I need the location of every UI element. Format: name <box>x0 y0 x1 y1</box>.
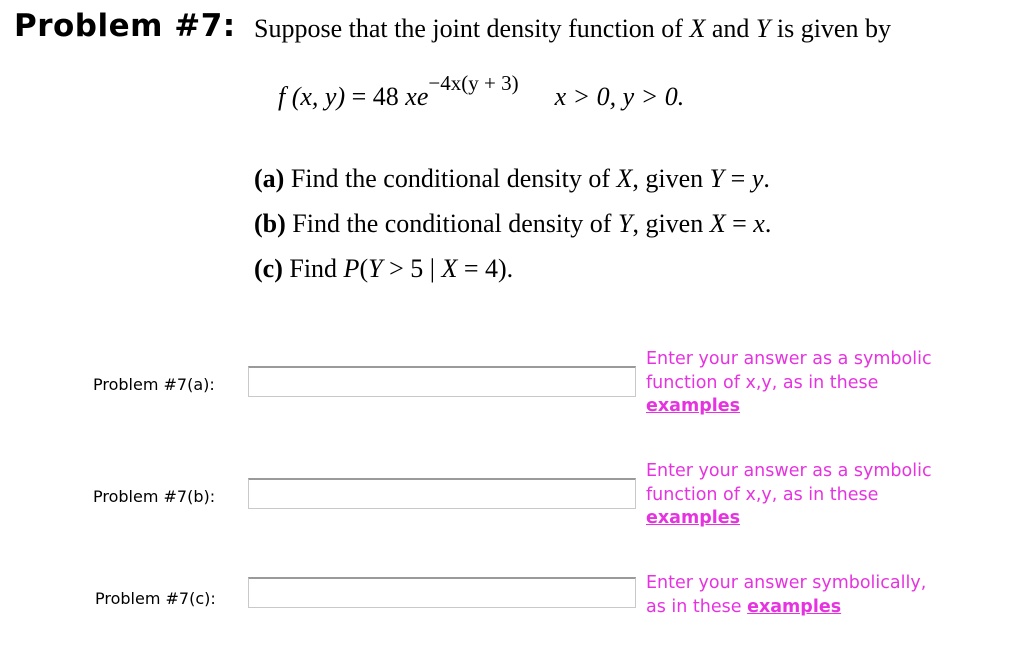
part-text: . <box>763 164 770 193</box>
hint-line: as in these <box>646 596 748 617</box>
answer-input-c[interactable] <box>248 577 636 608</box>
answer-input-a[interactable] <box>248 366 636 397</box>
part-text: Find <box>282 254 344 283</box>
hint-line: function of x,y, as in these <box>646 484 879 505</box>
part-c <box>254 246 771 291</box>
hint-line: function of x,y, as in these <box>646 372 879 393</box>
part-var: P <box>343 254 360 283</box>
answer-label-a: Problem #7(a): <box>93 375 215 394</box>
part-var: y <box>751 164 764 193</box>
statement-var-x: X <box>689 14 706 43</box>
density-formula <box>278 71 685 112</box>
part-text: > 5 | <box>382 254 442 283</box>
part-text: Find the conditional density of <box>285 209 618 238</box>
answer-hint-b <box>646 460 932 531</box>
part-var: Y <box>617 209 633 238</box>
statement-var-y: Y <box>755 14 771 43</box>
examples-link[interactable]: examples <box>646 508 741 528</box>
answer-hint-a <box>646 348 932 419</box>
part-var: x <box>753 209 765 238</box>
part-text: . <box>764 209 772 238</box>
part-a <box>254 156 771 201</box>
part-var: X <box>441 254 458 283</box>
statement-text-3: is given by <box>770 14 891 43</box>
problem-parts <box>254 156 771 291</box>
answer-hint-c <box>646 572 926 619</box>
part-text: , given <box>632 164 710 193</box>
statement-text-2: and <box>705 14 756 43</box>
part-text: = <box>724 164 752 193</box>
answer-row-b <box>0 458 1024 538</box>
part-text: = 4). <box>457 254 514 283</box>
examples-link[interactable]: examples <box>747 596 842 617</box>
part-label: (c) <box>254 254 283 283</box>
hint-line: Enter your answer symbolically, <box>646 573 927 593</box>
examples-link[interactable]: examples <box>646 396 741 416</box>
part-var: Y <box>368 254 383 283</box>
part-label: (b) <box>254 209 286 238</box>
problem-statement <box>254 14 891 44</box>
part-text: Find the conditional density of <box>284 164 617 193</box>
answer-label-c: Problem #7(c): <box>95 589 216 608</box>
formula-equals: = 48 <box>345 82 406 111</box>
part-label: (a) <box>254 164 285 193</box>
hint-line: Enter your answer as a symbolic <box>646 349 932 369</box>
formula-exponent: −4x(y + 3) <box>428 71 519 95</box>
formula-lhs: f (x, y) <box>278 82 346 111</box>
problem-title: Problem #7: <box>14 8 236 44</box>
part-text: ( <box>359 254 369 283</box>
answer-row-c <box>0 570 1024 650</box>
answer-row-a <box>0 346 1024 426</box>
part-b <box>254 201 771 246</box>
formula-domain: x > 0, y > 0. <box>554 82 685 111</box>
answer-label-b: Problem #7(b): <box>93 487 216 506</box>
statement-text-1: Suppose that the joint density function of <box>254 14 690 43</box>
answer-input-b[interactable] <box>248 478 636 509</box>
part-var: X <box>616 164 633 193</box>
hint-line: Enter your answer as a symbolic <box>646 461 932 481</box>
part-text: = <box>725 209 754 238</box>
part-var: Y <box>709 164 725 193</box>
part-text: , given <box>632 209 710 238</box>
part-var: X <box>709 209 726 238</box>
formula-base: xe <box>405 82 429 111</box>
